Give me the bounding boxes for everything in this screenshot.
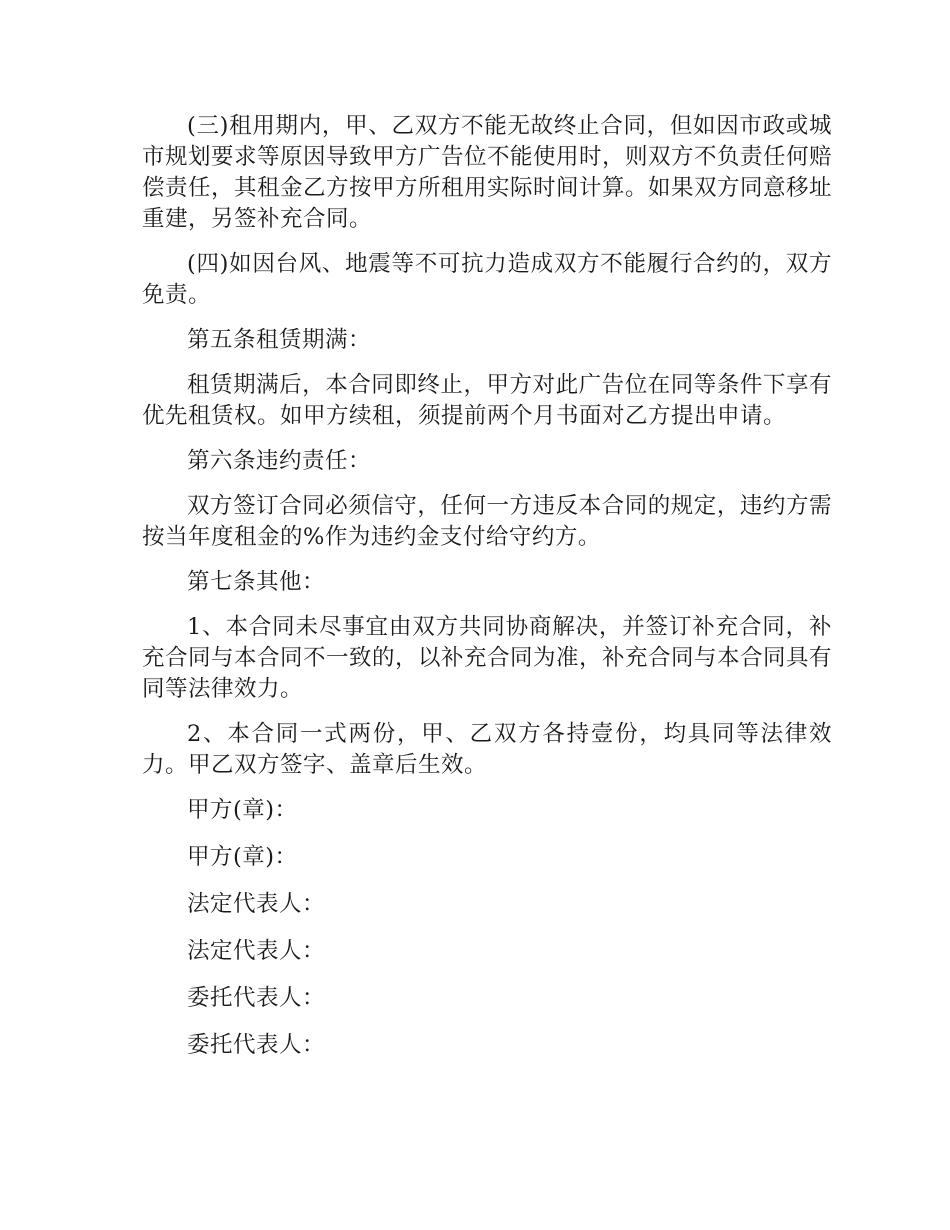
article-6-heading: 第六条违约责任： [187, 448, 372, 474]
clause-4-force-majeure: (四)如因台风、地震等不可抗力造成双方不能履行合约的，双方免责。 [142, 251, 832, 308]
article-5-heading: 第五条租赁期满： [187, 327, 372, 353]
signature-authorized-rep-2: 委托代表人： [187, 1032, 326, 1058]
clause-3-termination: (三)租用期内，甲、乙双方不能无故终止合同，但如因市政或城市规划要求等原因导致甲方广告位不能使用时，则双方不负责任何赔偿责任，其租金乙方按甲方所租用实际时间计算。如果双方同意移址重建，另签补充合同。 [142, 113, 833, 232]
signature-legal-rep-1: 法定代表人： [187, 891, 326, 917]
signature-legal-rep-2: 法定代表人： [187, 938, 326, 964]
signature-party-seal-2: 甲方(章)： [187, 844, 298, 870]
document-body [142, 111, 832, 1077]
article-5-text: 租赁期满后，本合同即终止，甲方对此广告位在同等条件下享有优先租赁权。如甲方续租，须提前两个月书面对乙方提出申请。 [142, 372, 832, 429]
signature-authorized-rep-1: 委托代表人： [187, 985, 326, 1011]
article-6-text: 双方签订合同必须信守，任何一方违反本合同的规定，违约方需按当年度租金的%作为违约金支付给守约方。 [142, 493, 832, 550]
article-7-heading: 第七条其他： [187, 569, 326, 595]
signature-party-a-seal: 甲方(章)： [187, 797, 298, 823]
article-7-item-2: 2、本合同一式两份，甲、乙双方各持壹份，均具同等法律效力。甲乙双方签字、盖章后生效。 [142, 721, 832, 778]
article-7-item-1: 1、本合同未尽事宜由双方共同协商解决，并签订补充合同，补充合同与本合同不一致的，以补充合同为准，补充合同与本合同具有同等法律效力。 [142, 614, 833, 702]
